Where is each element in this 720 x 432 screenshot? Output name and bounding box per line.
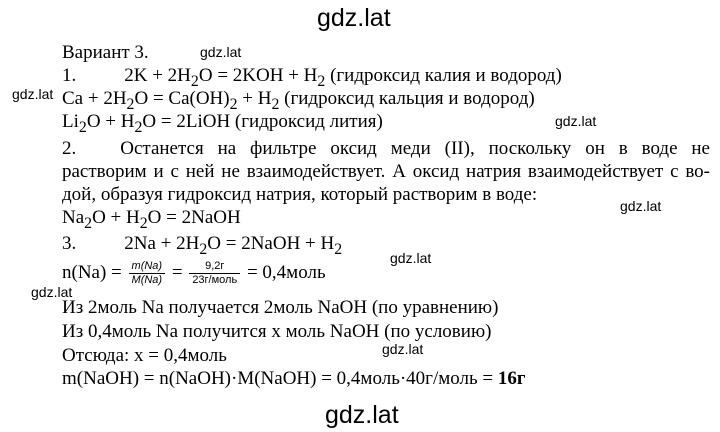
fraction-numerator: m(Na) xyxy=(129,260,166,274)
eq-part: (гидроксид калия и водород) xyxy=(325,65,562,86)
eq-part: O + H xyxy=(92,207,140,228)
task1-equation-3 xyxy=(62,111,383,139)
final-answer: 16г xyxy=(497,368,526,389)
eq-part: O = 2NaOH xyxy=(147,207,241,228)
task2-paragraph-line-1 xyxy=(62,138,710,160)
eq-part: 2Na + 2H xyxy=(124,233,200,254)
subscript: 2 xyxy=(317,72,326,90)
calc-part: n(Na) = xyxy=(62,262,127,283)
task3-equation xyxy=(62,233,342,261)
task3-number: 3. xyxy=(62,233,77,254)
eq-part: O = Ca(OH) xyxy=(134,88,230,109)
fraction-denominator: M(Na) xyxy=(131,274,163,287)
calc-part: = xyxy=(167,262,188,283)
task3-line-3: Отсюда: х = 0,4моль xyxy=(62,345,227,366)
subscript: 2 xyxy=(199,240,208,258)
subscript: 2 xyxy=(78,118,87,136)
subscript: 2 xyxy=(334,240,343,258)
subscript: 2 xyxy=(126,95,135,113)
watermark: gdz.lat xyxy=(31,284,73,300)
task3-calculation xyxy=(62,258,326,288)
fraction-numerator: 9,2г xyxy=(189,260,240,274)
fraction-values xyxy=(189,260,240,287)
task3-line-4 xyxy=(62,368,526,390)
calc-part: m(NaOH) = n(NaOH)·M(NaOH) = 0,4моль·40г/моль = xyxy=(62,368,498,389)
eq-part: Ca + 2H xyxy=(62,88,127,109)
variant-heading: Вариант 3. xyxy=(62,42,149,63)
subscript: 2 xyxy=(134,118,143,136)
subscript: 2 xyxy=(271,95,280,113)
eq-part: 2K + 2H xyxy=(124,65,191,86)
eq-part: O = 2KOH + H xyxy=(198,65,318,86)
eq-part: Li xyxy=(62,111,79,132)
task1-number: 1. xyxy=(62,65,77,86)
calc-part: = 0,4моль xyxy=(242,262,326,283)
eq-part: Na xyxy=(62,207,85,228)
watermark: gdz.lat xyxy=(555,113,597,129)
watermark-top: gdz.lat xyxy=(317,4,391,32)
eq-part: O = 2LiOH (гидроксид лития) xyxy=(142,111,383,132)
watermark: gdz.lat xyxy=(390,250,432,266)
task2-paragraph-line-2: растворим и с ней не взаимодействует. А оксид натрия взаимодействует с во- xyxy=(62,161,710,182)
eq-part: O + H xyxy=(86,111,135,132)
subscript: 2 xyxy=(139,214,148,232)
watermark: gdz.lat xyxy=(382,341,424,357)
eq-part: + H xyxy=(237,88,272,109)
watermark: gdz.lat xyxy=(12,86,54,102)
fraction-denominator: 23г/моль xyxy=(192,274,238,287)
task2-paragraph-line-3: дой, образуя гидроксид натрия, который растворим в воде: xyxy=(62,184,538,205)
watermark: gdz.lat xyxy=(620,198,662,214)
fraction-mass-over-molar-mass xyxy=(129,260,166,287)
eq-part: O = 2NaOH + H xyxy=(207,233,335,254)
task3-line-1: Из 2моль Na получается 2моль NaOH (по уравнению) xyxy=(62,297,499,318)
subscript: 2 xyxy=(190,72,199,90)
task2-number: 2. xyxy=(62,138,77,159)
subscript: 2 xyxy=(229,95,238,113)
task2-equation xyxy=(62,207,241,235)
watermark: gdz.lat xyxy=(200,44,242,60)
task3-line-2: Из 0,4моль Na получится х моль NaOH (по условию) xyxy=(62,321,492,342)
subscript: 2 xyxy=(84,214,93,232)
watermark-bottom: gdz.lat xyxy=(325,401,399,429)
eq-part: (гидроксид кальция и водород) xyxy=(279,88,535,109)
paragraph-text: Останется на фильтре оксид меди (II), поскольку он в воде не xyxy=(120,138,710,159)
